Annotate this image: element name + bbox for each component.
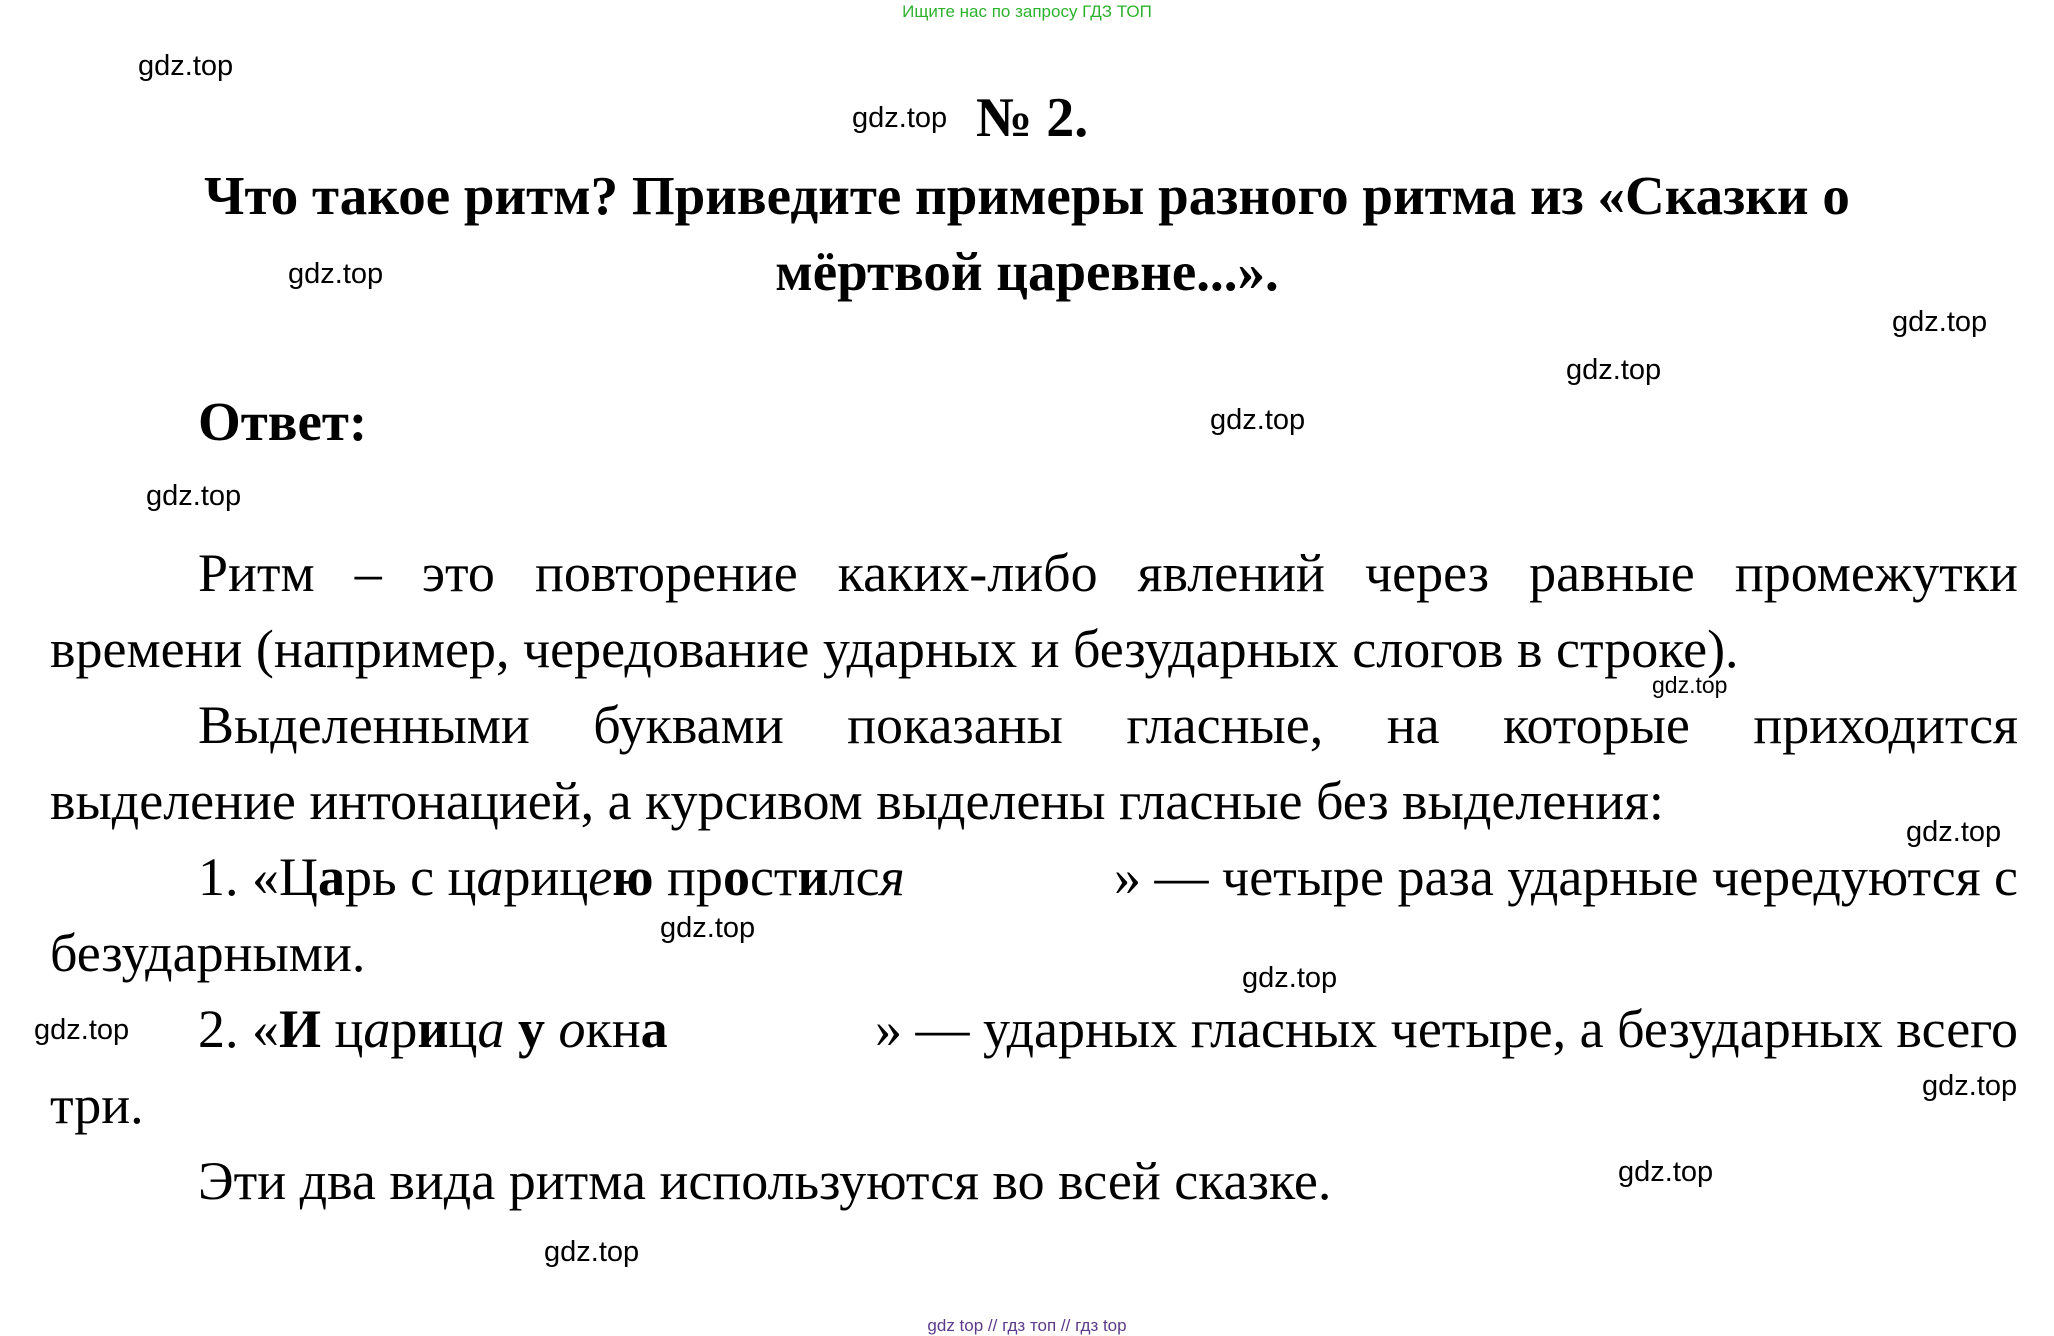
word: каких-либо: [837, 543, 1098, 603]
footer: gdz top // гдз топ // гдз top: [927, 1316, 1127, 1335]
watermark: gdz.top: [1922, 1070, 2018, 1102]
watermark: gdz.top: [34, 1014, 130, 1046]
word: гласные,: [1126, 695, 1324, 755]
word: –: [354, 543, 382, 603]
unstressed-vowel: я: [879, 847, 905, 907]
word: через: [1364, 543, 1490, 603]
top-banner: Ищите нас по запросу ГДЗ ТОП: [902, 2, 1152, 21]
unstressed-vowel: а: [477, 999, 505, 1059]
text: кн: [585, 999, 641, 1059]
watermark: gdz.top: [138, 50, 234, 82]
text: лс: [828, 847, 880, 907]
stressed-vowel: у: [517, 999, 545, 1059]
word: показаны: [847, 695, 1063, 755]
word: на: [1386, 695, 1440, 755]
word: явлений: [1137, 543, 1325, 603]
watermark: gdz.top: [660, 912, 756, 944]
word: промежутки: [1734, 543, 2018, 603]
example-2-comment: » — ударных гласных четыре, а безударных всего: [874, 999, 2018, 1059]
word: Ритм: [198, 543, 315, 603]
word: приходится: [1753, 695, 2018, 755]
word: Выделенными: [198, 695, 530, 755]
question-line-1: Что такое ритм? Приведите примеры разного ритма из «Сказки о: [204, 165, 1850, 226]
text: пр: [653, 847, 723, 907]
watermark: gdz.top: [852, 102, 948, 134]
example-1-comment: » — четыре раза ударные чередуются с: [1114, 847, 2018, 907]
word: это: [421, 543, 495, 603]
watermark: gdz.top: [288, 258, 384, 290]
stressed-vowel: И: [279, 999, 322, 1059]
text: р: [390, 999, 418, 1059]
text: ц: [448, 999, 478, 1059]
watermark: gdz.top: [1652, 672, 1728, 698]
task-number: № 2.: [976, 87, 1089, 149]
watermark: gdz.top: [146, 480, 242, 512]
justified-text: [198, 695, 2018, 755]
example-2-line-1: [198, 999, 2018, 1059]
paragraph-1-line-1: [198, 543, 2018, 603]
word: равные: [1529, 543, 1695, 603]
watermark: gdz.top: [1210, 404, 1306, 436]
word: которые: [1502, 695, 1690, 755]
paragraph-2-line-1: [198, 695, 2018, 755]
text: [545, 999, 559, 1059]
unstressed-vowel: е: [588, 847, 613, 907]
watermark: gdz.top: [1566, 354, 1662, 386]
watermark: gdz.top: [1618, 1156, 1714, 1188]
paragraph-1-line-2: времени (например, чередование ударных и безударных слогов в строке).: [50, 619, 1739, 679]
example-2-verse: [198, 999, 668, 1059]
example-1-verse: [198, 847, 905, 907]
watermark: gdz.top: [1906, 816, 2002, 848]
question-line-2: мёртвой царевне...».: [775, 241, 1279, 302]
stressed-vowel: ю: [612, 847, 654, 907]
stressed-vowel: а: [318, 847, 345, 907]
text: риц: [503, 847, 589, 907]
word: буквами: [593, 695, 784, 755]
text: [504, 999, 518, 1059]
text: ц: [321, 999, 364, 1059]
final-paragraph: Эти два вида ритма используются во всей сказке.: [198, 1151, 1332, 1211]
unstressed-vowel: о: [558, 999, 586, 1059]
example-2-line-2: три.: [50, 1075, 144, 1135]
example-1-line-2: безударными.: [50, 923, 366, 983]
text: ст: [749, 847, 798, 907]
stressed-vowel: и: [797, 847, 829, 907]
stressed-vowel: а: [640, 999, 668, 1059]
paragraph-2-line-2: выделение интонацией, а курсивом выделены гласные без выделения:: [50, 771, 1664, 831]
unstressed-vowel: а: [363, 999, 391, 1059]
answer-label: Ответ:: [198, 391, 368, 452]
text: 2. «: [198, 999, 279, 1059]
watermark: gdz.top: [1242, 962, 1338, 994]
text: рь с ц: [345, 847, 477, 907]
watermark: gdz.top: [1892, 306, 1988, 338]
justified-text: [198, 543, 2018, 603]
word: повторение: [535, 543, 798, 603]
example-1-line-1: [198, 847, 2018, 907]
watermark: gdz.top: [544, 1236, 640, 1268]
text: 1. «Ц: [198, 847, 318, 907]
stressed-vowel: и: [417, 999, 449, 1059]
unstressed-vowel: а: [476, 847, 504, 907]
stressed-vowel: о: [722, 847, 750, 907]
